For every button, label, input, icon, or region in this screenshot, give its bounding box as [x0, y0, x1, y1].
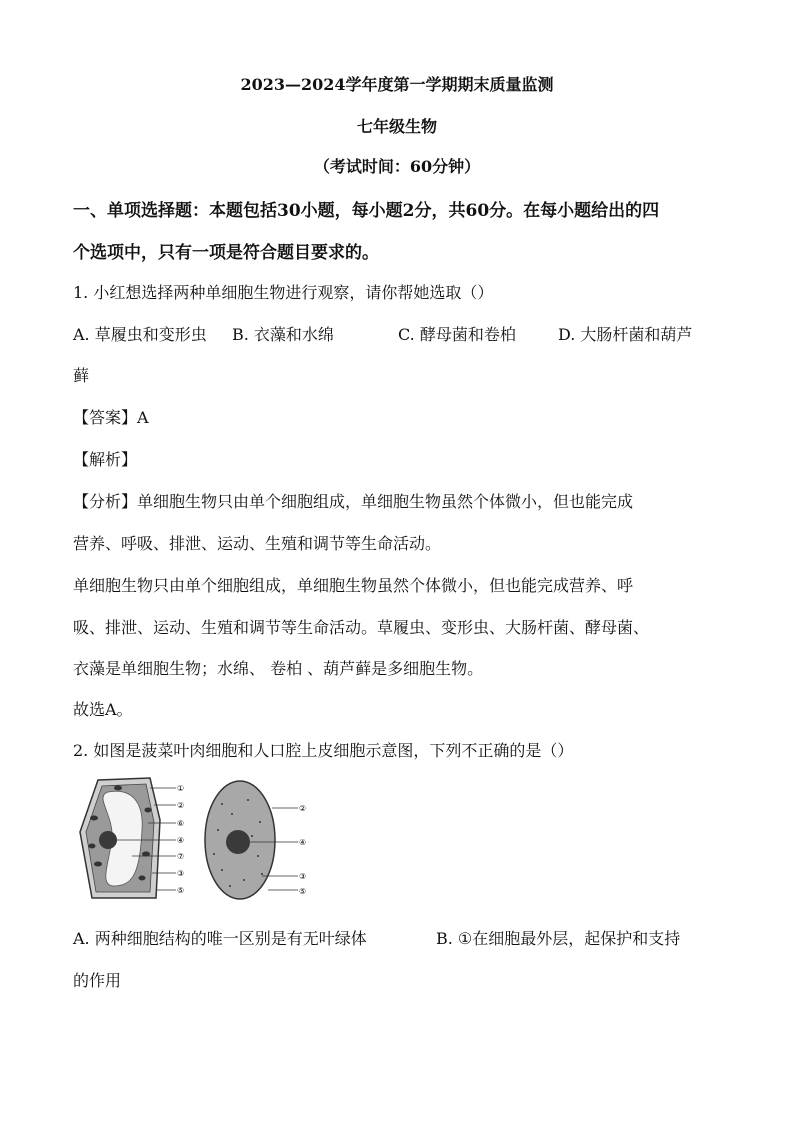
q1-analysis-tag: 【解析】 [73, 450, 138, 469]
section-heading-line2: 个选项中，只有一项是符合题目要求的。 [73, 243, 379, 263]
q1-body-line2: 吸、排泄、运动、生殖和调节等生命活动。草履虫、变形虫、大肠杆菌、酵母菌、 [73, 618, 650, 637]
animal-nucleus [226, 830, 250, 854]
chloroplast [90, 816, 98, 821]
exam-time: （考试时间：60分钟） [313, 157, 481, 176]
animal-label-2: ② [299, 804, 307, 813]
q2-option-a: A. 两种细胞结构的唯一区别是有无叶绿体 [73, 929, 367, 948]
exam-subject: 七年级生物 [356, 117, 437, 136]
chloroplast [139, 876, 146, 881]
cell-diagram-svg [72, 774, 322, 904]
q1-option-a: A. 草履虫和变形虫 [73, 325, 207, 344]
animal-label-4: ④ [299, 838, 307, 847]
q1-option-c: C. 酵母菌和卷柏 [398, 325, 516, 344]
animal-label-5: ⑤ [299, 887, 307, 896]
animal-labels [299, 804, 306, 896]
plant-label-7: ⑦ [177, 852, 185, 861]
animal-cell [205, 781, 275, 899]
q1-option-b: B. 衣藻和水绵 [232, 325, 334, 344]
q1-body-line3: 衣藻是单细胞生物；水绵、 卷柏 、葫芦藓是多细胞生物。 [73, 659, 484, 678]
q2-option-b-cont: 的作用 [73, 971, 122, 990]
q1-option-d: D. 大肠杆菌和葫芦 [558, 325, 693, 344]
section-heading-line1: 一、单项选择题：本题包括30小题，每小题2分，共60分。在每小题给出的四 [73, 201, 660, 221]
chloroplast [145, 808, 152, 813]
plant-label-6: ⑥ [177, 819, 185, 828]
q1-conclusion: 故选A。 [73, 700, 133, 719]
q2-stem: 2. 如图是菠菜叶肉细胞和人口腔上皮细胞示意图，下列不正确的是（） [73, 741, 574, 760]
plant-label-5: ⑤ [177, 886, 185, 895]
q1-stem: 1. 小红想选择两种单细胞生物进行观察，请你帮她选取（） [73, 283, 494, 302]
chloroplast [94, 862, 102, 867]
plant-label-3: ③ [177, 869, 185, 878]
chloroplast [89, 844, 96, 849]
plant-labels [177, 784, 184, 895]
cell-diagram-figure [72, 774, 322, 904]
plant-label-2: ② [177, 801, 185, 810]
plant-label-1: ① [177, 784, 185, 793]
q2-option-b: B. ①在细胞最外层，起保护和支持 [436, 929, 681, 948]
plant-cell [80, 778, 160, 898]
exam-title: 2023—2024学年度第一学期期末质量监测 [240, 75, 554, 94]
q1-option-d-cont: 藓 [73, 366, 90, 385]
chloroplast [114, 786, 122, 791]
q1-body-line1: 单细胞生物只由单个细胞组成，单细胞生物虽然个体微小，但也能完成营养、呼 [73, 576, 634, 595]
q1-analysis-line1: 【分析】单细胞生物只由单个细胞组成，单细胞生物虽然个体微小，但也能完成 [73, 492, 634, 511]
q1-answer: 【答案】A [73, 408, 149, 427]
plant-nucleus [99, 831, 117, 849]
animal-label-3: ③ [299, 872, 307, 881]
plant-label-4: ④ [177, 836, 185, 845]
q1-analysis-line2: 营养、呼吸、排泄、运动、生殖和调节等生命活动。 [73, 534, 442, 553]
